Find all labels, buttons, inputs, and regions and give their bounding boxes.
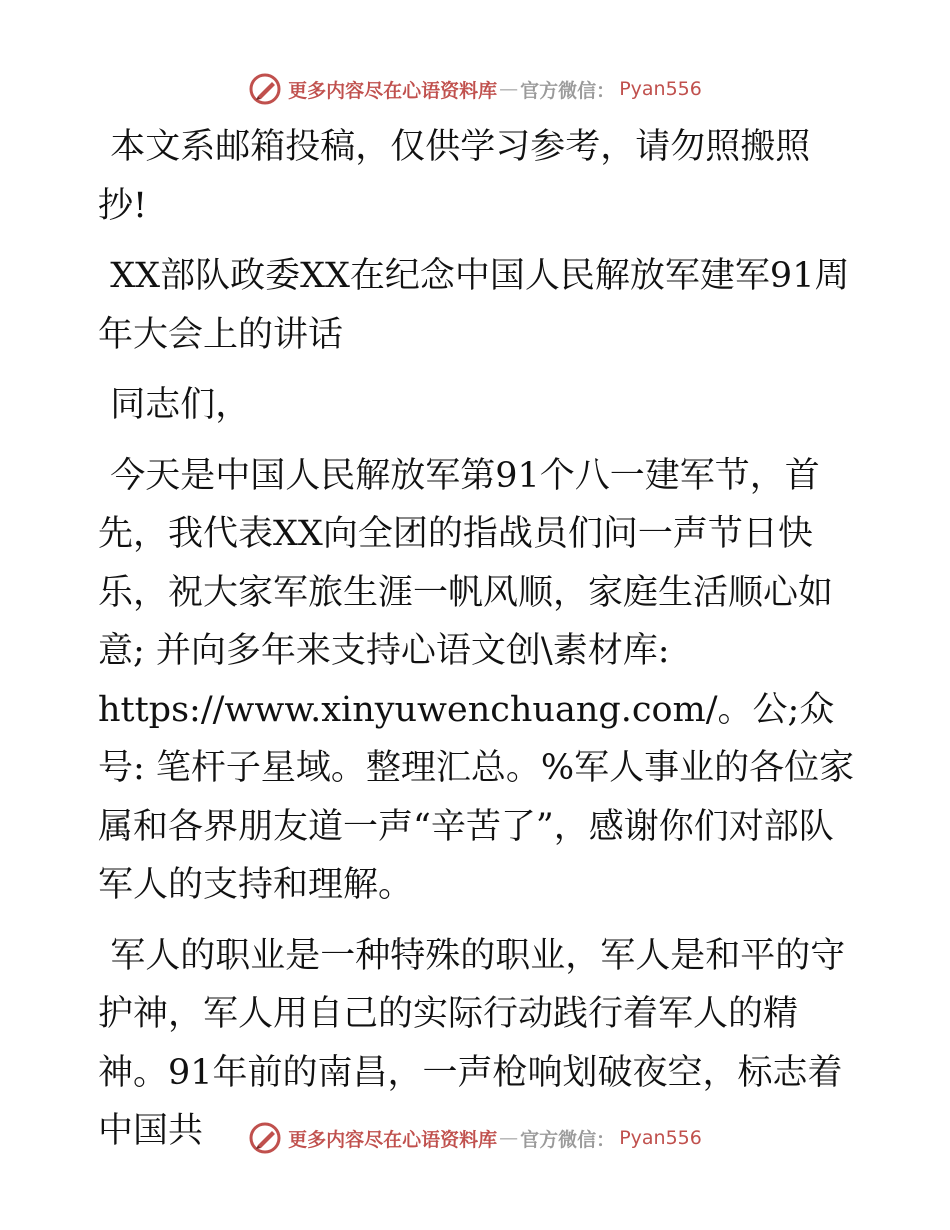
pen-logo-icon bbox=[248, 1121, 282, 1155]
notice-paragraph: 本文系邮箱投稿，仅供学习参考，请勿照搬照抄! bbox=[98, 127, 811, 226]
pen-logo-icon bbox=[248, 72, 282, 106]
header-watermark bbox=[0, 72, 950, 106]
watermark-wechat-id: Pyan556 bbox=[619, 78, 702, 100]
document-body bbox=[98, 118, 858, 1173]
watermark-text: 更多内容尽在心语资料库 bbox=[288, 79, 498, 102]
body-paragraph: 今天是中国人民解放军第91个八一建军节，首先，我代表XX向全团的指战员们问一声节日快乐，祝大家军旅生涯一帆风顺，家庭生活顺心如意; 并向多年来支持心语文创\素材库: https://www.xinyuwenchuang.com/。公;众号: 笔杆子星域。整理汇总。%军人事业的各位家属和各界朋友道一声“辛苦了”，感谢你们对部队军人的支持和理解。 bbox=[98, 455, 855, 905]
body-paragraph: 军人的职业是一种特殊的职业，军人是和平的守护神，军人用自己的实际行动践行着军人的精神。91年前的南昌，一声枪响划破夜空，标志着中国共 bbox=[98, 935, 846, 1151]
speech-title: XX部队政委XX在纪念中国人民解放军建军91周年大会上的讲话 bbox=[98, 256, 850, 355]
footer-watermark bbox=[0, 1121, 950, 1155]
watermark-separator: — bbox=[499, 78, 519, 100]
watermark-official-label: 官方微信： bbox=[520, 1128, 616, 1151]
watermark-wechat-id: Pyan556 bbox=[619, 1127, 702, 1149]
watermark-separator: — bbox=[499, 1127, 519, 1149]
watermark-text: 更多内容尽在心语资料库 bbox=[288, 1128, 498, 1151]
watermark-official-label: 官方微信： bbox=[520, 79, 616, 102]
salutation: 同志们， bbox=[110, 385, 251, 425]
